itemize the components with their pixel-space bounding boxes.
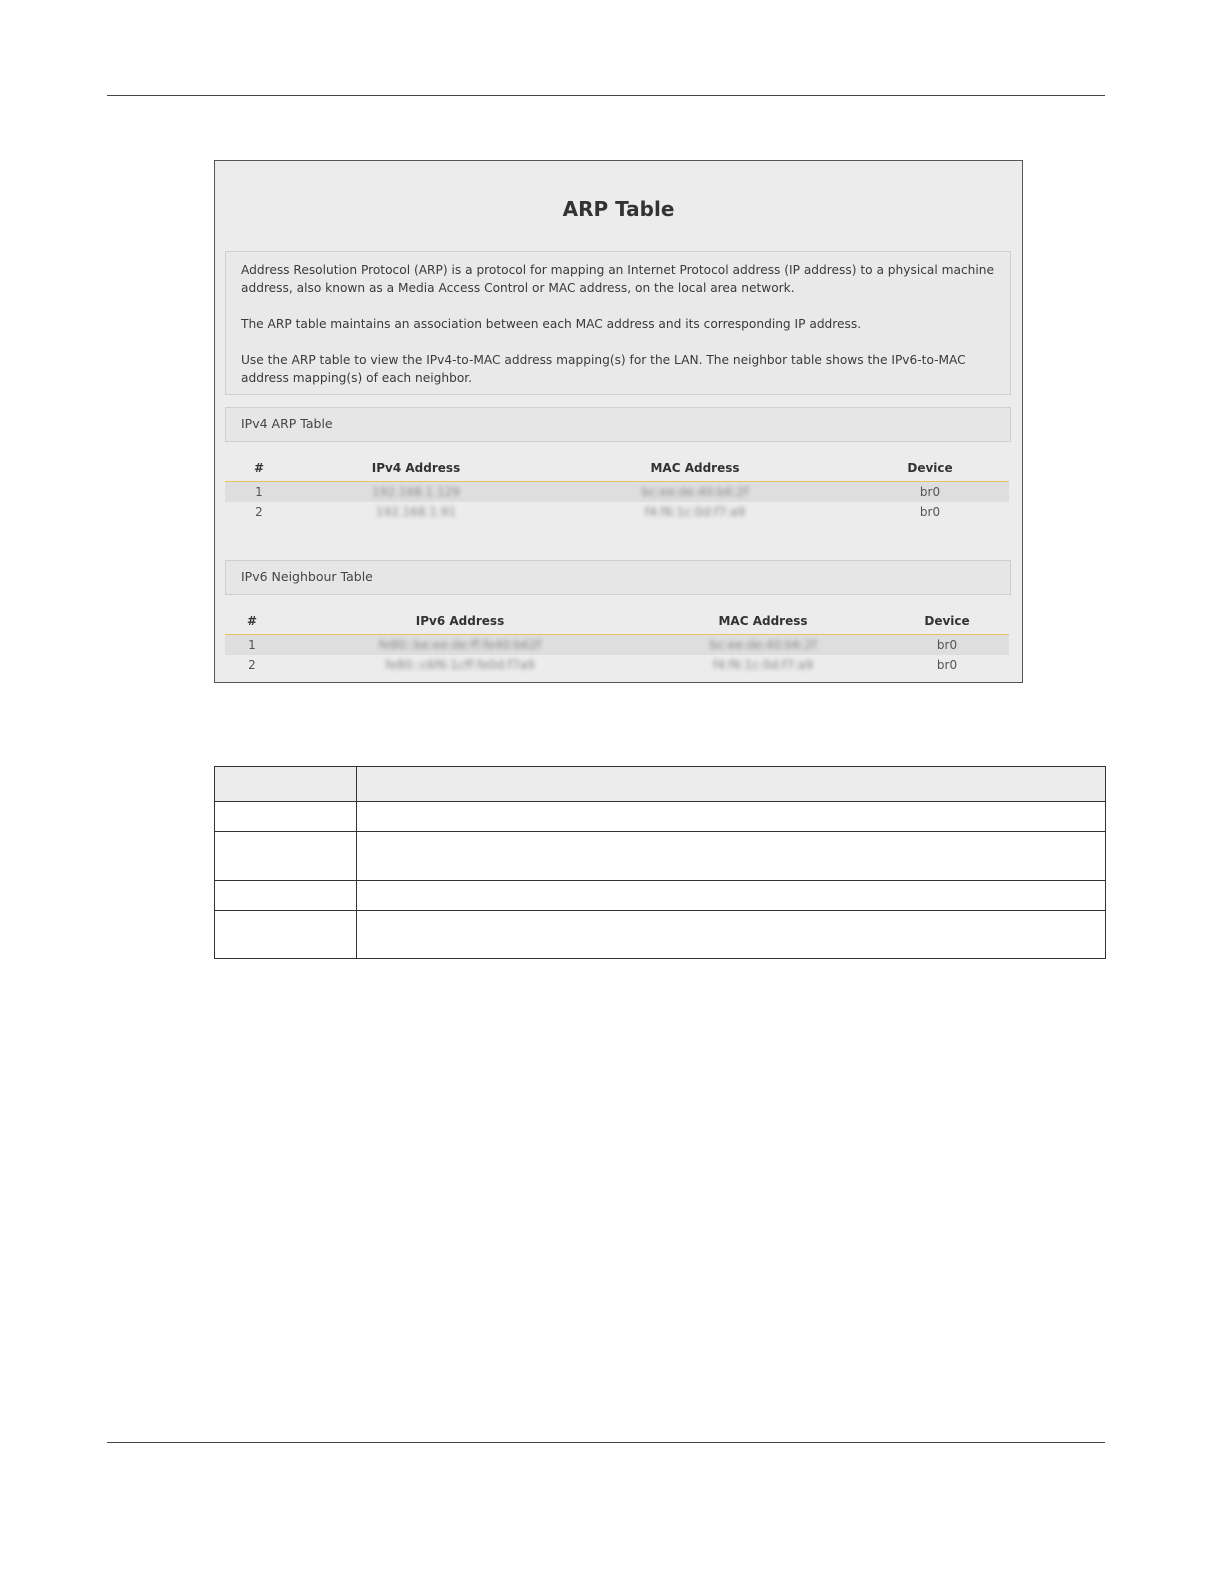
description-column-header xyxy=(357,767,1106,802)
description-paragraph: The ARP table maintains an association between each MAC address and its corresponding IP address. xyxy=(241,317,862,331)
label-cell xyxy=(215,911,357,959)
label-cell xyxy=(215,881,357,911)
description-cell xyxy=(357,832,1106,881)
column-header-mac-address: MAC Address xyxy=(650,461,740,475)
table-row xyxy=(215,911,1106,959)
ipv4-table-header xyxy=(225,461,1009,482)
description-cell xyxy=(357,911,1106,959)
mac-address: bc:ee:de:40:b6:2f xyxy=(709,638,817,652)
page-title: ARP Table xyxy=(562,197,675,221)
ipv6-address: fe80::be:ee:de:ff:fe40:b62f xyxy=(378,638,542,652)
table-row xyxy=(215,881,1106,911)
ipv6-address: fe80::c6f6:1cff:fe0d:f7a9 xyxy=(385,658,535,672)
column-header-ipv4-address: IPv4 Address xyxy=(371,461,461,475)
header-rule xyxy=(107,95,1105,96)
row-number: 1 xyxy=(248,638,256,652)
arp-table-screenshot xyxy=(214,160,1023,683)
column-header-device: Device xyxy=(907,461,953,475)
device: br0 xyxy=(919,485,941,499)
mac-address: f4:f6:1c:0d:f7:a9 xyxy=(712,658,814,672)
table-row xyxy=(225,635,1009,655)
table-row xyxy=(225,655,1009,675)
column-header-num: # xyxy=(246,614,258,628)
label-column-header xyxy=(215,767,357,802)
mac-address: f4:f6:1c:0d:f7:a9 xyxy=(644,505,746,519)
mac-address: bc:ee:de:40:b6:2f xyxy=(641,485,749,499)
column-header-device: Device xyxy=(924,614,970,628)
label-cell xyxy=(215,832,357,881)
row-number: 2 xyxy=(248,658,256,672)
description-paragraph: Use the ARP table to view the IPv4-to-MAC address mapping(s) for the LAN. The neighbor table shows the IPv6-to-MAC address mapping(s) of each neighbor. xyxy=(241,353,966,385)
column-header-mac-address: MAC Address xyxy=(718,614,808,628)
column-header-ipv6-address: IPv6 Address xyxy=(415,614,505,628)
ipv4-address: 192.168.1.91 xyxy=(375,505,457,519)
row-number: 1 xyxy=(255,485,263,499)
device: br0 xyxy=(936,638,958,652)
description-box xyxy=(225,251,1011,395)
description-paragraph: Address Resolution Protocol (ARP) is a protocol for mapping an Internet Protocol address (IP address) to a physical machine address, also known as a Media Access Control or MAC address, on the local area network. xyxy=(241,263,995,295)
label-cell xyxy=(215,802,357,832)
ipv6-section-label: IPv6 Neighbour Table xyxy=(241,569,373,584)
device: br0 xyxy=(936,658,958,672)
table-row xyxy=(215,802,1106,832)
ipv6-section-header xyxy=(225,560,1011,595)
description-cell xyxy=(357,881,1106,911)
field-description-table xyxy=(214,766,1106,959)
ipv4-section-label: IPv4 ARP Table xyxy=(241,416,333,431)
table-row xyxy=(225,502,1009,522)
table-row xyxy=(225,482,1009,502)
table-row xyxy=(215,832,1106,881)
device: br0 xyxy=(919,505,941,519)
footer-rule xyxy=(107,1442,1105,1443)
column-header-num: # xyxy=(253,461,265,475)
ipv4-address: 192.168.1.129 xyxy=(372,485,460,499)
description-cell xyxy=(357,802,1106,832)
ipv6-table-header xyxy=(225,614,1009,635)
row-number: 2 xyxy=(255,505,263,519)
table-header-row xyxy=(215,767,1106,802)
ipv4-section-header xyxy=(225,407,1011,442)
